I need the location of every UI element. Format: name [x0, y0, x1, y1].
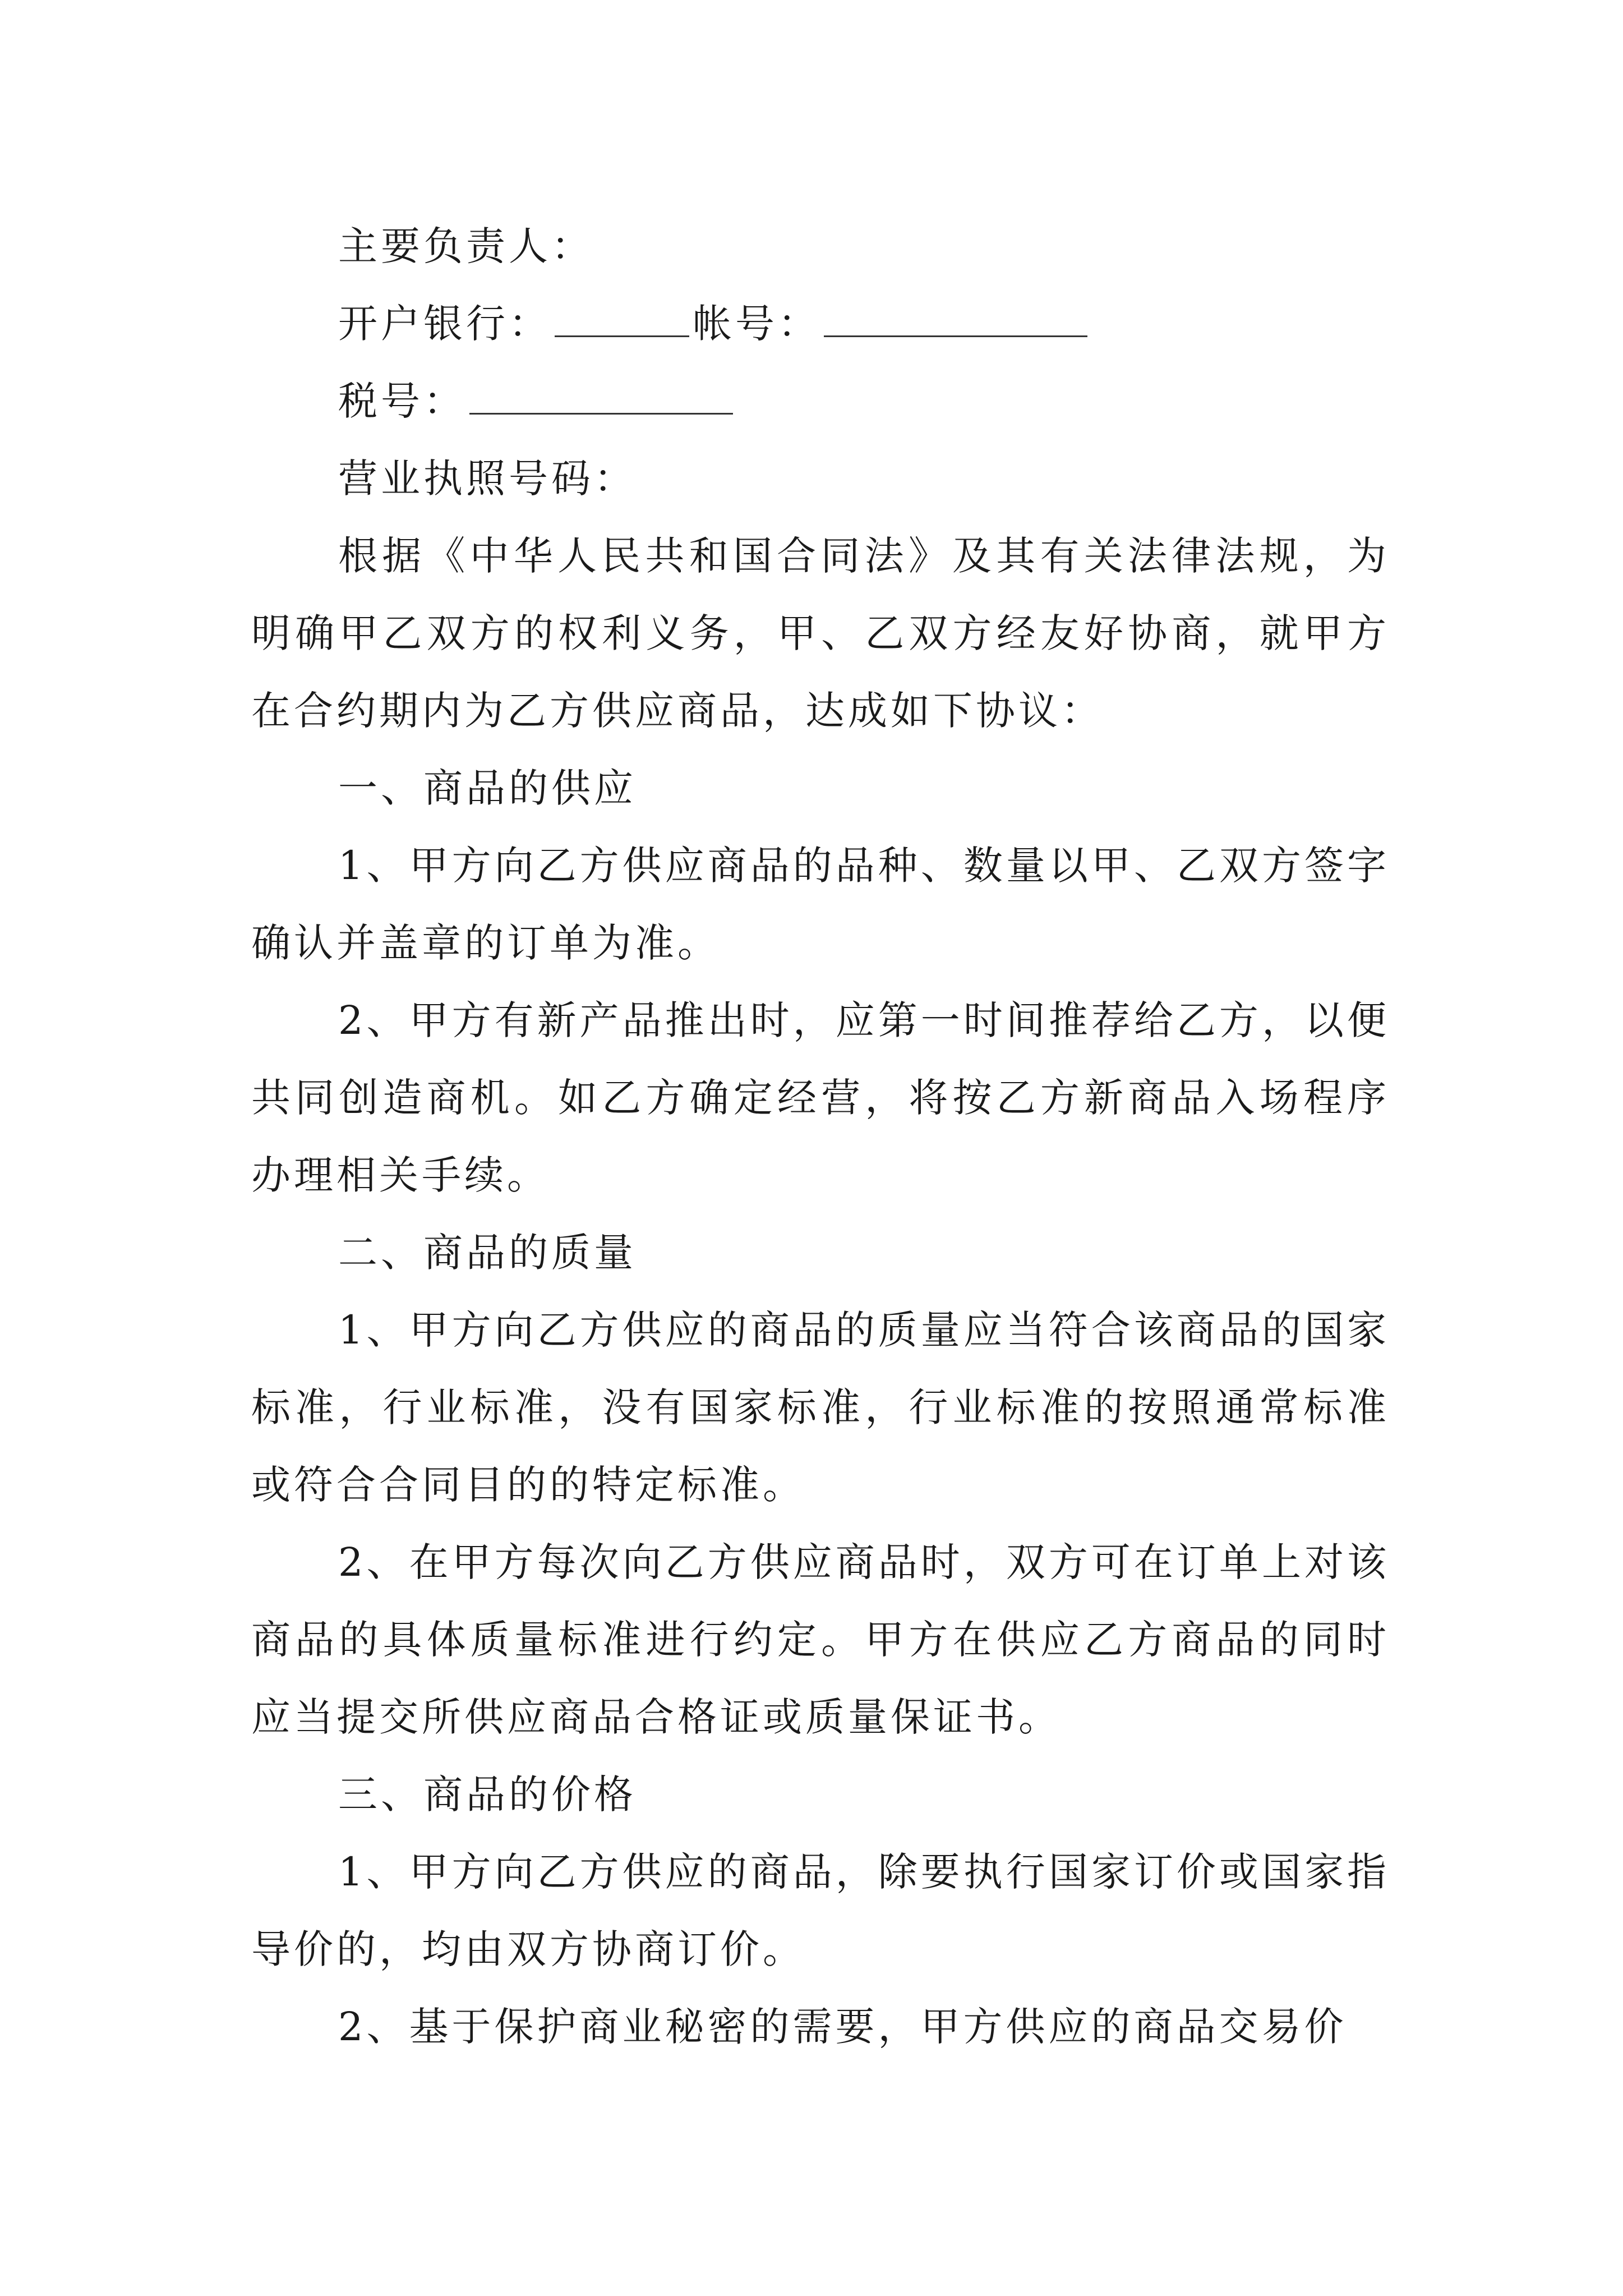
- clause-paragraph: 1、甲方向乙方供应商品的品种、数量以甲、乙双方签字确认并盖章的订单为准。: [251, 843, 1390, 966]
- clause-paragraph: 2、在甲方每次向乙方供应商品时，双方可在订单上对该商品的具体质量标准进行约定。甲方在供应乙方商品的同时应当提交所供应商品合格证或质量保证书。: [251, 1539, 1390, 1740]
- section-heading: 二、商品的质量: [338, 1230, 637, 1276]
- principal-line: [251, 208, 1390, 285]
- license-line: [251, 440, 1390, 517]
- clause-paragraph: 2、基于保护商业秘密的需要，甲方供应的商品交易价: [338, 2004, 1347, 2050]
- bank-blank-field[interactable]: [555, 294, 689, 337]
- section-heading: 一、商品的供应: [338, 765, 637, 811]
- bank-label: 开户银行：: [338, 301, 551, 347]
- tax-label: 税号：: [338, 378, 466, 424]
- account-blank-field[interactable]: [824, 294, 1087, 337]
- document-body: [251, 208, 1390, 2065]
- license-label: 营业执照号码：: [338, 455, 637, 501]
- clause-paragraph: 1、甲方向乙方供应的商品，除要执行国家订价或国家指导价的，均由双方协商订价。: [251, 1849, 1390, 1972]
- section-heading: 三、商品的价格: [338, 1772, 637, 1818]
- principal-label: 主要负责人：: [338, 223, 594, 269]
- preamble-paragraph: 根据《中华人民共和国合同法》及其有关法律法规，为明确甲乙双方的权利义务，甲、乙双方经友好协商，就甲方在合约期内为乙方供应商品，达成如下协议：: [251, 533, 1390, 734]
- tax-number-line: [251, 362, 1390, 440]
- bank-account-line: [251, 285, 1390, 362]
- account-label: 帐号：: [693, 301, 820, 347]
- clause-paragraph: 1、甲方向乙方供应的商品的质量应当符合该商品的国家标准，行业标准，没有国家标准，行业标准的按照通常标准或符合合同目的的特定标准。: [251, 1307, 1390, 1508]
- clause-paragraph: 2、甲方有新产品推出时，应第一时间推荐给乙方，以便共同创造商机。如乙方确定经营，将按乙方新商品入场程序办理相关手续。: [251, 997, 1390, 1198]
- tax-blank-field[interactable]: [469, 371, 733, 415]
